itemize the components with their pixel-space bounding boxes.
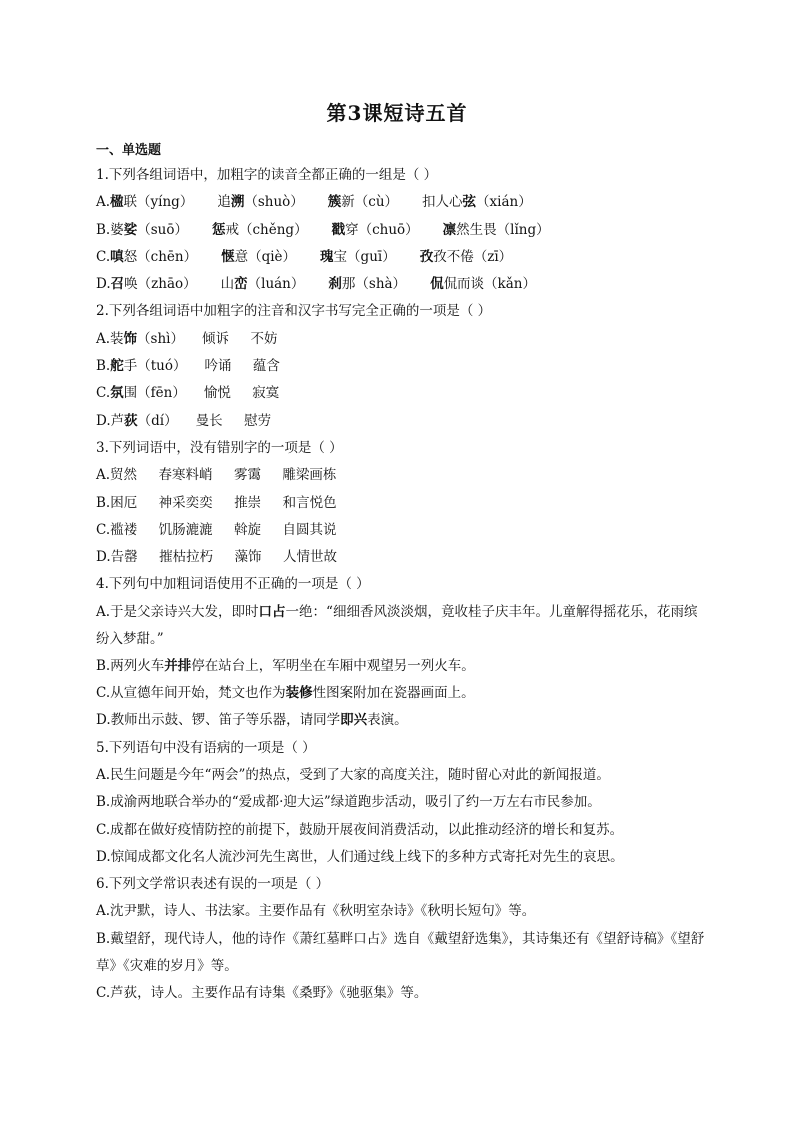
- question-6-option-a: A.沈尹默，诗人、书法家。主要作品有《秋明室杂诗》《秋明长短句》等。: [96, 903, 536, 920]
- bold-char: 楹: [110, 194, 124, 211]
- word-text: 怒（chēn）: [123, 248, 198, 265]
- question-2-stem: 2.下列各组词语中加粗字的注音和汉字书写完全正确的一项是（ ）: [96, 303, 492, 320]
- word-text: 那（shà）: [341, 276, 407, 293]
- word-text: 山: [220, 276, 235, 293]
- question-5-option-b: B.成渝两地联合举办的“爱成都·迎大运”绿道跑步活动，吸引了约一万左右市民参加。: [96, 794, 601, 811]
- sentence-text: C.从宣德年间开始，梵文也作为: [96, 685, 286, 702]
- sentence-text: A.于是父亲诗兴大发，即时: [96, 603, 259, 620]
- bold-char: 召: [110, 276, 125, 293]
- question-3-option-b: B.困厄 神采奕奕 推崇 和言悦色: [96, 494, 337, 511]
- option-letter: A.: [96, 194, 111, 211]
- word-text: 戒（chěng）: [225, 221, 308, 238]
- question-3-stem: 3.下列词语中，没有错别字的一项是（ ）: [96, 439, 343, 456]
- word-text: 围（fēn）: [123, 385, 186, 402]
- question-4-stem: 4.下列句中加粗词语使用不正确的一项是（ ）: [96, 576, 370, 593]
- bold-word: 口占: [258, 603, 286, 620]
- question-2-option-a: [96, 326, 706, 353]
- sentence-text: B.两列火车: [96, 657, 165, 674]
- word-text: 装: [110, 330, 124, 347]
- bold-char: 氛: [110, 385, 124, 402]
- question-5-option-d: D.惊闻成都文化名人流沙河先生离世，人们通过线上线下的多种方式寄托对先生的哀思。: [96, 848, 624, 865]
- question-4-option-b: [96, 653, 706, 680]
- bold-char: 舵: [110, 358, 124, 375]
- question-1-stem: 1.下列各组词语中，加粗字的读音全都正确的一组是（ ）: [96, 167, 438, 183]
- bold-char: 瑰: [320, 248, 334, 265]
- section-heading: 一、单选题: [96, 143, 162, 158]
- word-text: 扣人心: [422, 194, 463, 211]
- question-6-option-b: B.戴望舒，现代诗人，他的诗作《萧红墓畔口占》选自《戴望舒选集》，其诗集还有《望舒诗稿》《望舒草》《灾难的岁月》等。: [96, 930, 705, 974]
- word-text: 吟诵 蕴含: [204, 358, 280, 375]
- word-text: 新（cù）: [341, 194, 399, 211]
- word-text: 芦: [110, 412, 125, 429]
- question-2-option-c: [96, 380, 706, 407]
- bold-char: 弦: [462, 194, 477, 211]
- bold-char: 荻: [124, 412, 138, 429]
- bold-char: 惩: [211, 221, 226, 238]
- word-text: 愉悦 寂寞: [203, 385, 280, 402]
- word-text: 追: [217, 194, 231, 211]
- question-5-stem: 5.下列语句中没有语病的一项是（ ）: [96, 739, 316, 756]
- word-text: 孜不倦（zī）: [433, 248, 513, 265]
- bold-char: 戳: [331, 221, 346, 238]
- word-text: 婆: [110, 221, 124, 238]
- bold-char: 饰: [123, 330, 138, 347]
- word-text: （xián）: [476, 194, 532, 211]
- word-text: 曼长 慰劳: [195, 412, 272, 429]
- sentence-text: 表演。: [367, 712, 408, 729]
- document-body: [96, 142, 706, 1007]
- question-6-option-c: C.芦荻，诗人。主要作品有诗集《桑野》《驰驱集》等。: [96, 984, 428, 1001]
- sentence-text: 性图案附加在瓷器画面上。: [312, 685, 475, 702]
- question-3-option-c: C.褴褛 饥肠漉漉 斡旋 自圆其说: [96, 521, 337, 538]
- bold-word: 并排: [164, 657, 192, 674]
- sentence-text: 停在站台上，军明坐在车厢中观望另一列火车。: [191, 657, 475, 674]
- page-title: 第3课短诗五首: [326, 101, 468, 125]
- question-1-option-a: [96, 189, 706, 216]
- question-4-option-d: [96, 707, 706, 734]
- bold-char: 峦: [234, 276, 248, 293]
- bold-char: 刹: [328, 276, 342, 293]
- bold-char: 嗔: [110, 248, 124, 265]
- word-text: （dí）: [137, 412, 178, 429]
- option-letter: D.: [96, 276, 111, 293]
- question-2-option-b: [96, 353, 706, 380]
- option-letter: A.: [96, 330, 111, 347]
- word-text: 联（yíng）: [123, 194, 194, 211]
- bold-word: 即兴: [340, 712, 368, 729]
- option-letter: C.: [96, 385, 111, 402]
- question-1-option-c: [96, 244, 706, 271]
- bold-char: 惬: [221, 248, 235, 265]
- question-6-stem: 6.下列文学常识表述有误的一项是（ ）: [96, 876, 330, 893]
- question-4-option-a: [96, 599, 706, 653]
- bold-char: 娑: [123, 221, 138, 238]
- option-letter: B.: [96, 358, 111, 375]
- option-letter: B.: [96, 221, 111, 238]
- word-text: 手（tuó）: [123, 358, 187, 375]
- question-3-option-a: A.贸然 春寒料峭 雾霭 雕梁画栋: [96, 467, 337, 484]
- word-text: 宝（guī）: [333, 248, 396, 265]
- word-text: 唤（zhāo）: [124, 276, 197, 293]
- bold-char: 侃: [430, 276, 444, 293]
- bold-char: 簇: [327, 194, 342, 211]
- option-letter: C.: [96, 248, 111, 265]
- question-1-option-d: [96, 271, 706, 298]
- word-text: 侃而谈（kǎn）: [443, 276, 536, 293]
- sentence-text: D.教师出示鼓、锣、笛子等乐器，请同学: [96, 712, 341, 729]
- word-text: （luán）: [247, 276, 305, 293]
- question-5-option-a: A.民生问题是今年“两会”的热点，受到了大家的高度关注，随时留心对此的新闻报道。: [96, 766, 610, 783]
- bold-char: 溯: [230, 194, 245, 211]
- sentence-text: 一绝：“细细香风淡淡烟，竟收桂子庆丰年。儿童解得摇花乐，花雨缤纷入梦甜。”: [96, 603, 698, 647]
- question-2-option-d: [96, 408, 706, 435]
- word-text: 穿（chuō）: [345, 221, 419, 238]
- option-letter: D.: [96, 412, 111, 429]
- question-5-option-c: C.成都在做好疫情防控的前提下，鼓励开展夜间消费活动，以此推动经济的增长和复苏。: [96, 821, 624, 838]
- bold-char: 凛: [442, 221, 457, 238]
- question-4-option-c: [96, 680, 706, 707]
- bold-word: 装修: [285, 685, 313, 702]
- word-text: （shuò）: [244, 194, 304, 211]
- word-text: 然生畏（lǐng）: [456, 221, 550, 238]
- question-3-option-d: D.告罄 摧枯拉朽 藻饰 人情世故: [96, 549, 338, 566]
- word-text: 意（qiè）: [234, 248, 297, 265]
- word-text: 倾诉 不妨: [202, 330, 278, 347]
- word-text: （shì）: [137, 330, 184, 347]
- question-1-option-b: [96, 217, 706, 244]
- word-text: （suō）: [137, 221, 188, 238]
- bold-char: 孜: [419, 248, 434, 265]
